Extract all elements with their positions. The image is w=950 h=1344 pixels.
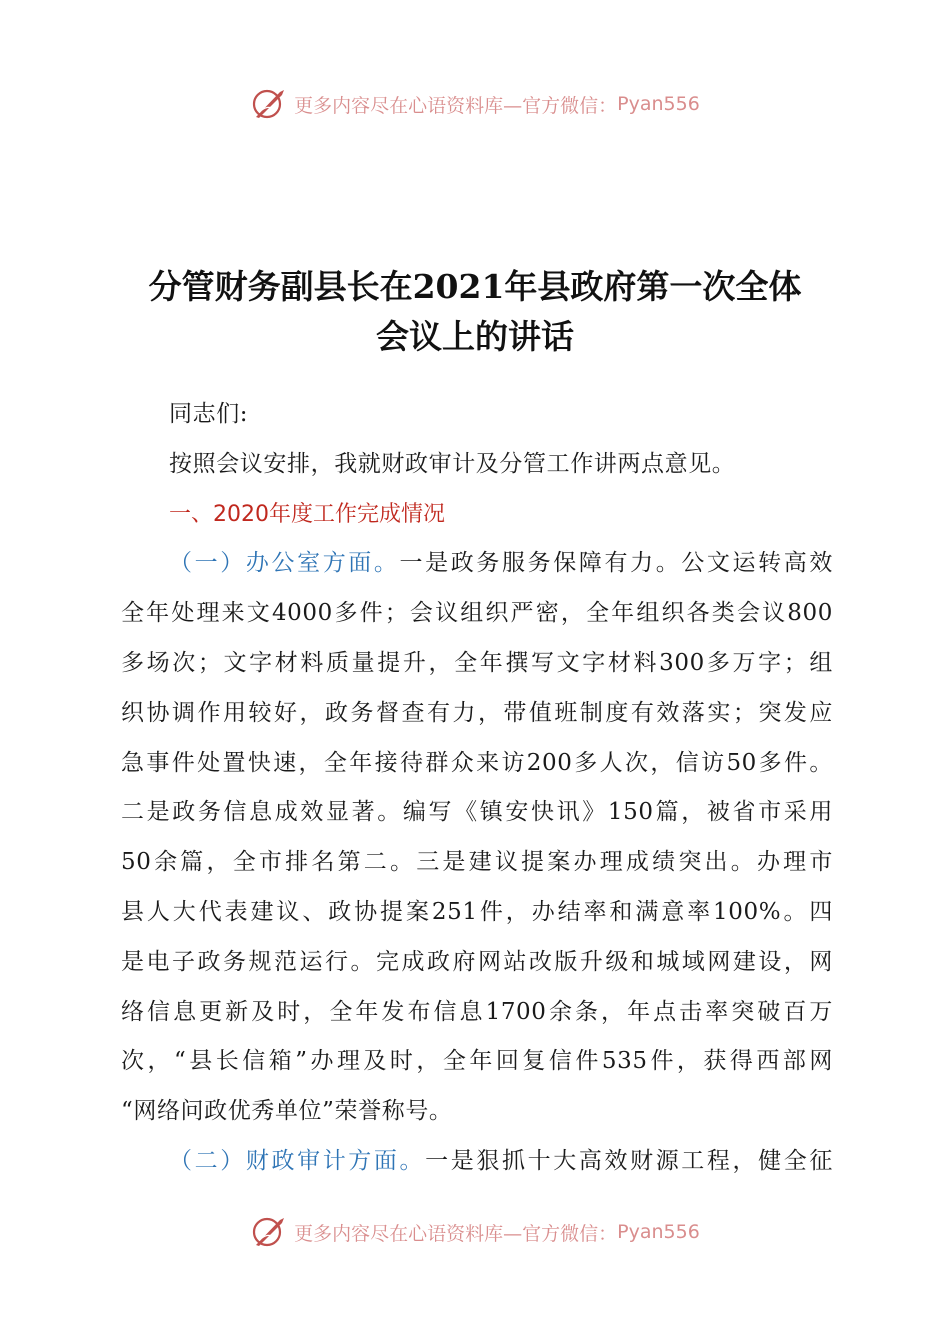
watermark-banner-top [0,84,950,124]
watermark-text: 更多内容尽在心语资料库—官方微信： [294,94,618,117]
quill-logo-icon [250,86,290,122]
watermark-banner-bottom [0,1212,950,1252]
paragraph-line: （二）财政审计方面。一是狠抓十大高效财源工程，健全征 [169,1147,833,1174]
title-line-1: 分管财务副县长在2021年县政府第一次全体 [148,267,802,306]
intro-paragraph: 按照会议安排，我就财政审计及分管工作讲两点意见。 [169,450,736,477]
paragraph-line: 50余篇，全市排名第二。三是建议提案办理成绩突出。办理市 [121,849,833,876]
greeting: 同志们: [169,401,249,427]
section-heading-1: 一、2020年度工作完成情况 [169,501,445,527]
paragraph-line: 络信息更新及时，全年发布信息1700余条，年点击率突破百万 [121,998,833,1025]
paragraph-line: 急事件处置快速，全年接待群众来访200多人次，信访50多件。 [121,749,833,776]
subsection-label-2: （二）财政审计方面。 [169,1147,426,1174]
paragraph-line: （一）办公室方面。一是政务服务保障有力。公文运转高效 [169,550,833,577]
document-title [80,262,870,362]
subsection-label-1: （一）办公室方面。 [169,550,400,577]
document-body [121,390,833,1187]
paragraph-line: “网络问政优秀单位”荣誉称号。 [121,1098,453,1125]
watermark-wechat-id: Pyan556 [617,1221,700,1243]
paragraph-line: 全年处理来文4000多件；会议组织严密，全年组织各类会议800 [121,600,833,627]
watermark-text: 更多内容尽在心语资料库—官方微信： [294,1222,618,1245]
paragraph-line: 次，“县长信箱”办理及时，全年回复信件535件，获得西部网 [121,1048,833,1075]
paragraph-line: 县人大代表建议、政协提案251件，办结率和满意率100%。四 [121,898,833,925]
paragraph-line: 是电子政务规范运行。完成政府网站改版升级和城域网建设，网 [121,948,833,975]
watermark-wechat-id: Pyan556 [617,93,700,115]
paragraph-line: 二是政务信息成效显著。编写《镇安快讯》150篇，被省市采用 [121,799,833,826]
quill-logo-icon [250,1214,290,1250]
paragraph-line: 多场次；文字材料质量提升，全年撰写文字材料300多万字；组 [121,649,833,676]
title-line-2: 会议上的讲话 [376,317,574,356]
paragraph-line: 织协调作用较好，政务督查有力，带值班制度有效落实；突发应 [121,699,833,726]
